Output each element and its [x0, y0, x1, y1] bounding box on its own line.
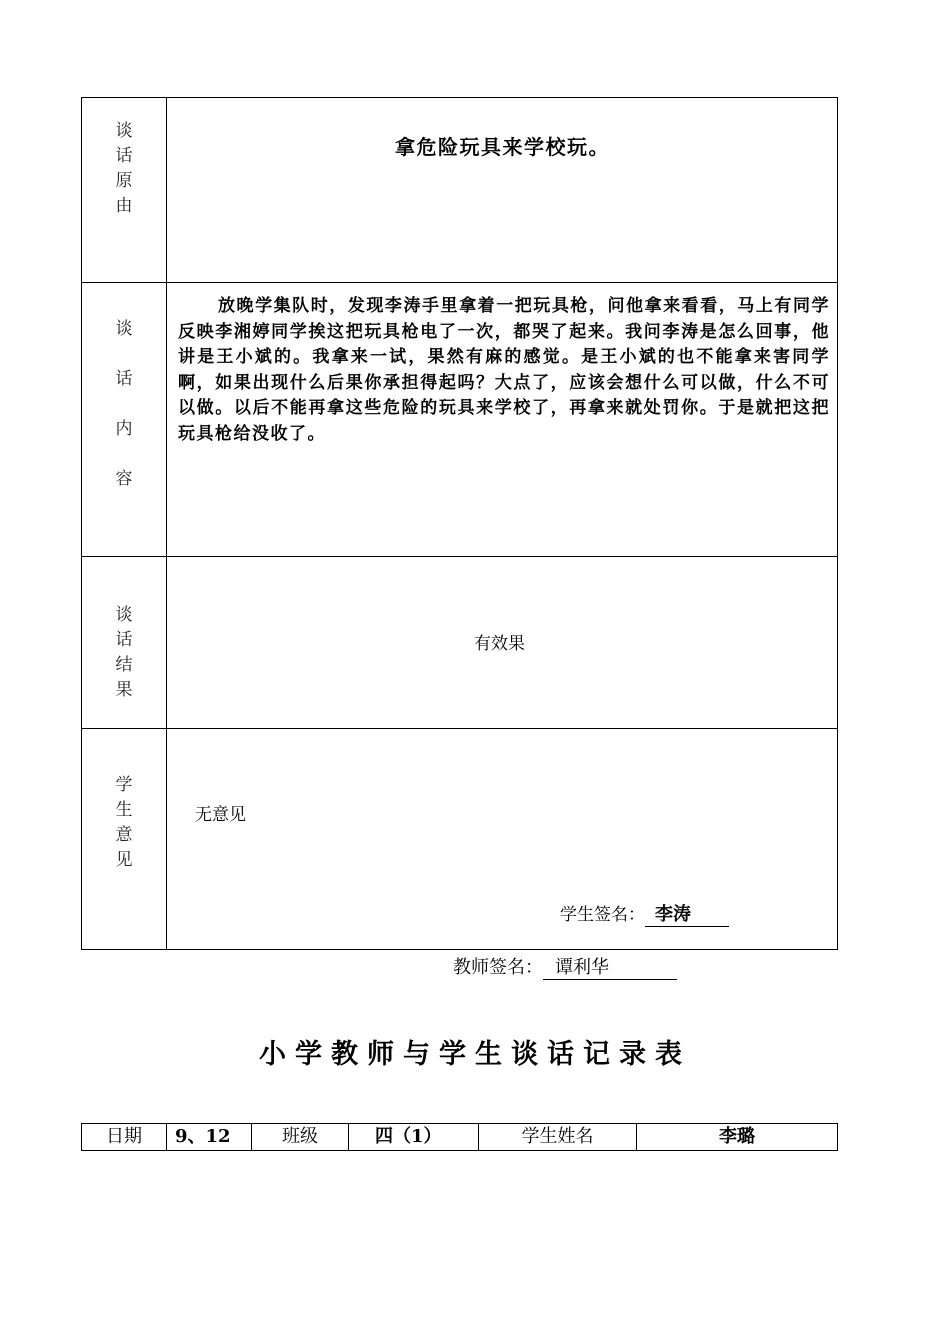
opinion-text: 无意见 [195, 805, 246, 825]
date-label: 日期 [106, 1126, 142, 1147]
class-label: 班级 [282, 1126, 318, 1147]
page-title: 小学教师与学生谈话记录表 [259, 1039, 691, 1070]
teacher-sign-name: 谭利华 [555, 957, 609, 978]
content-label: 谈 话 内 容 [115, 319, 133, 489]
teacher-signature [453, 953, 677, 980]
student-name-label: 学生姓名 [521, 1126, 594, 1147]
row-divider-3 [81, 728, 838, 729]
row-divider-1 [81, 282, 838, 283]
date-value: 9、12 [175, 1126, 231, 1147]
reason-text: 拿危险玩具来学校玩。 [395, 135, 610, 159]
result-label: 谈 话 结 果 [115, 605, 133, 700]
opinion-label: 学 生 意 见 [115, 775, 133, 870]
teacher-sign-label: 教师签名： [453, 957, 543, 978]
teacher-sign-name-line [543, 953, 677, 980]
student-sign-name-line [645, 900, 729, 927]
student-sign-name: 李涛 [655, 904, 691, 925]
student-sign-label: 学生签名： [560, 905, 645, 925]
row-divider-2 [81, 556, 838, 557]
reason-label: 谈 话 原 由 [115, 121, 133, 216]
content-text: 放晚学集队时，发现李涛手里拿着一把玩具枪，问他拿来看看，马上有同学反映李湘婷同学挨这把玩具枪电了一次，都哭了起来。我问李涛是怎么回事，他讲是王小斌的。我拿来一试，果然有麻的感觉。是王小斌的也不能拿来害同学啊，如果出现什么后果你承担得起吗？大点了，应该会想什么可以做，什么不可以做。以后不能再拿这些危险的玩具来学校了，再拿来就处罚你。于是就把这把玩具枪给没收了。 [178, 296, 830, 444]
class-value: 四（1） [375, 1126, 442, 1147]
student-name-value: 李璐 [719, 1126, 755, 1147]
result-text: 有效果 [474, 634, 525, 654]
label-column-divider [166, 97, 167, 950]
student-signature [560, 900, 729, 927]
